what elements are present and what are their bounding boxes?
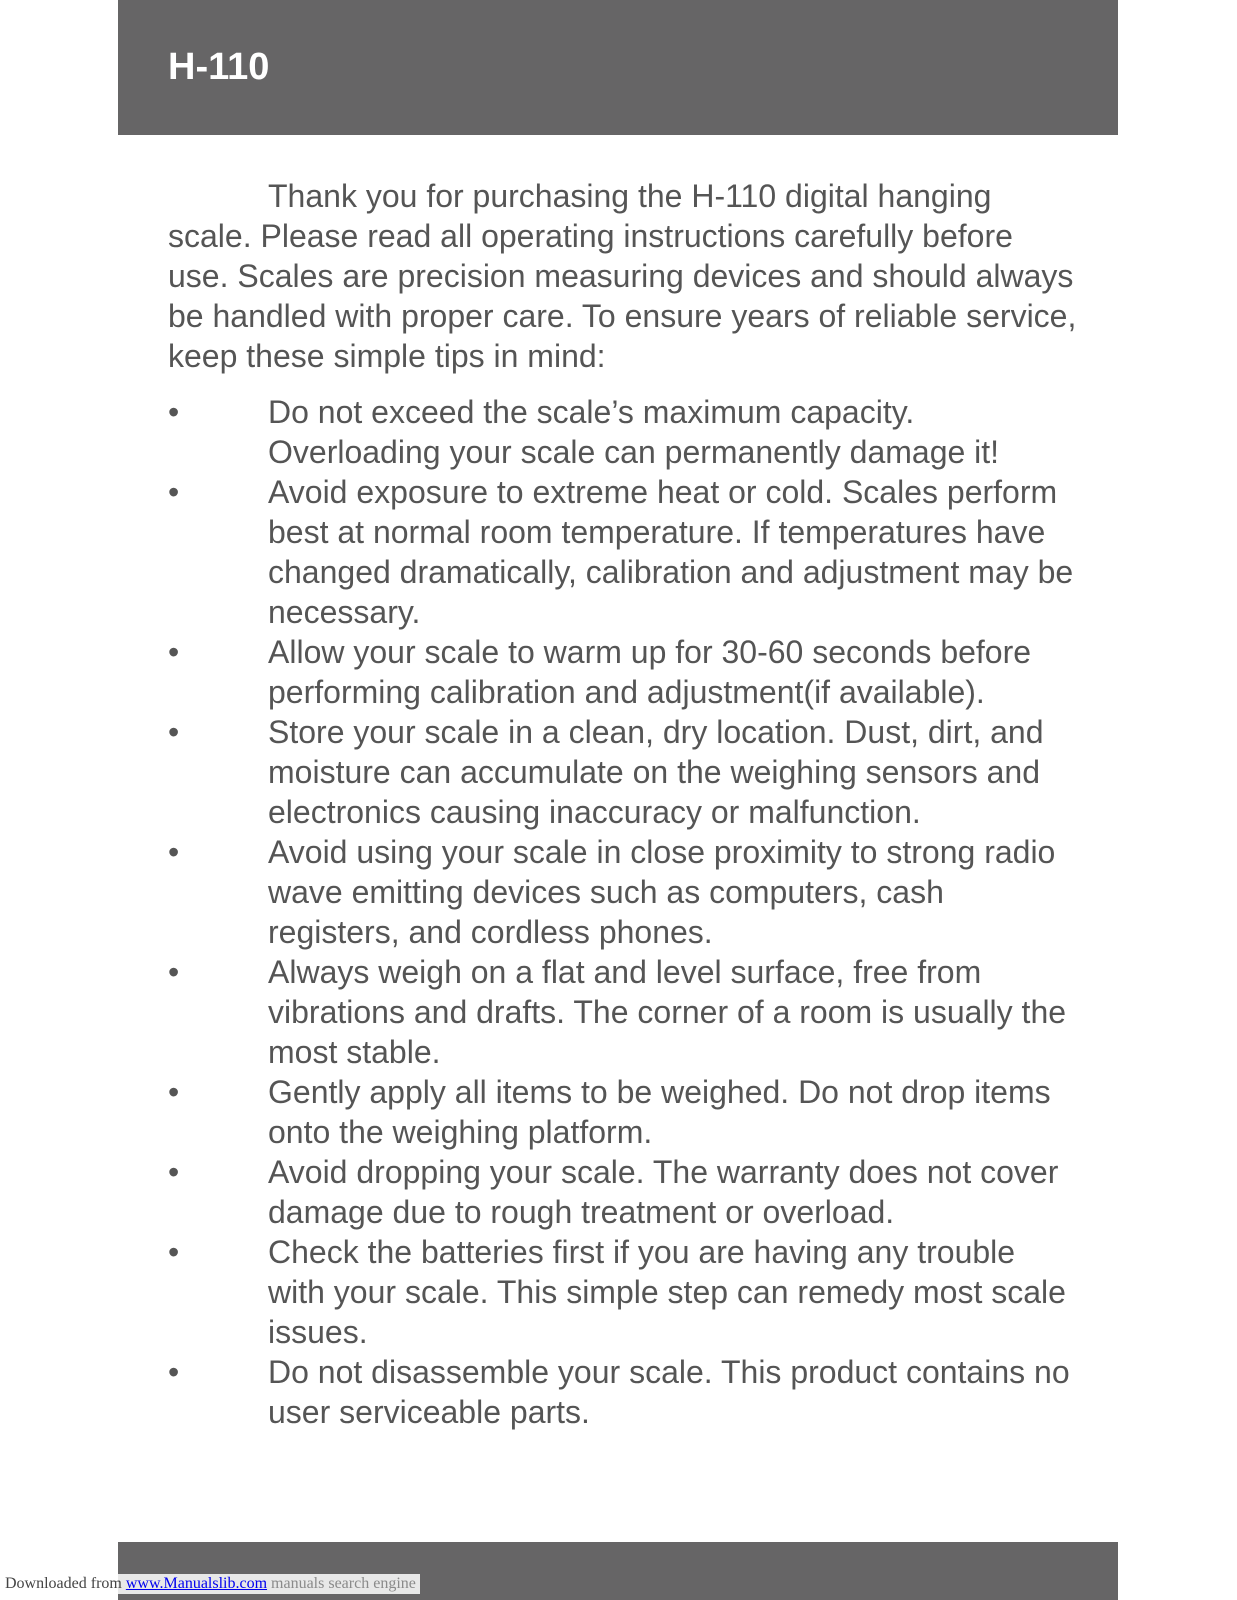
tip-text: Store your scale in a clean, dry location. Dust, dirt, and moisture can accumulate on the weighing sensors and electronics causing inaccuracy or malfunction. xyxy=(268,714,1044,830)
list-item xyxy=(168,832,1078,952)
tip-text: Check the batteries first if you are having any trouble with your scale. This simple step can remedy most scale issues. xyxy=(268,1234,1066,1350)
tip-text: Avoid exposure to extreme heat or cold. Scales perform best at normal room temperature. If temperatures have changed dramatically, calibration and adjustment may be necessary. xyxy=(268,474,1074,630)
bullet-icon: • xyxy=(168,1154,180,1190)
tip-text: Always weigh on a flat and level surface, free from vibrations and drafts. The corner of a room is usually the most stable. xyxy=(268,954,1067,1070)
bullet-icon: • xyxy=(168,1234,180,1270)
bullet-icon: • xyxy=(168,1074,180,1110)
list-item xyxy=(168,712,1078,832)
list-item xyxy=(168,632,1078,712)
list-item xyxy=(168,1072,1078,1152)
bullet-icon: • xyxy=(168,474,180,510)
tips-list xyxy=(168,392,1078,1432)
bullet-icon: • xyxy=(168,394,180,430)
page-header xyxy=(118,0,1118,135)
document-body xyxy=(168,176,1078,1432)
bullet-icon: • xyxy=(168,714,180,750)
tip-text: Allow your scale to warm up for 30-60 seconds before performing calibration and adjustment(if available). xyxy=(268,634,1032,710)
intro-paragraph: Thank you for purchasing the H-110 digital hanging scale. Please read all operating instructions carefully before use. Scales are precision measuring devices and should always be handled with proper care. To ensure years of reliable service, keep these simple tips in mind: xyxy=(168,178,1077,374)
list-item xyxy=(168,392,1078,472)
list-item xyxy=(168,952,1078,1072)
tip-text: Do not disassemble your scale. This product contains no user serviceable parts. xyxy=(268,1354,1070,1430)
list-item xyxy=(168,1152,1078,1232)
tip-text: Avoid dropping your scale. The warranty does not cover damage due to rough treatment or overload. xyxy=(268,1154,1059,1230)
tip-text: Gently apply all items to be weighed. Do not drop items onto the weighing platform. xyxy=(268,1074,1051,1150)
manualslib-link[interactable]: www.Manualslib.com xyxy=(125,1575,268,1592)
watermark-prefix: Downloaded from xyxy=(5,1575,122,1592)
list-item xyxy=(168,1352,1078,1432)
download-watermark xyxy=(5,1574,420,1594)
tip-text: Do not exceed the scale’s maximum capacity. Overloading your scale can permanently damage it! xyxy=(268,394,1000,470)
bullet-icon: • xyxy=(168,834,180,870)
bullet-icon: • xyxy=(168,634,180,670)
list-item xyxy=(168,1232,1078,1352)
tip-text: Avoid using your scale in close proximity to strong radio wave emitting devices such as computers, cash registers, and cordless phones. xyxy=(268,834,1056,950)
watermark-suffix: manuals search engine xyxy=(271,1575,416,1592)
bullet-icon: • xyxy=(168,954,180,990)
page-title: H-110 xyxy=(168,46,270,88)
list-item xyxy=(168,472,1078,632)
bullet-icon: • xyxy=(168,1354,180,1390)
